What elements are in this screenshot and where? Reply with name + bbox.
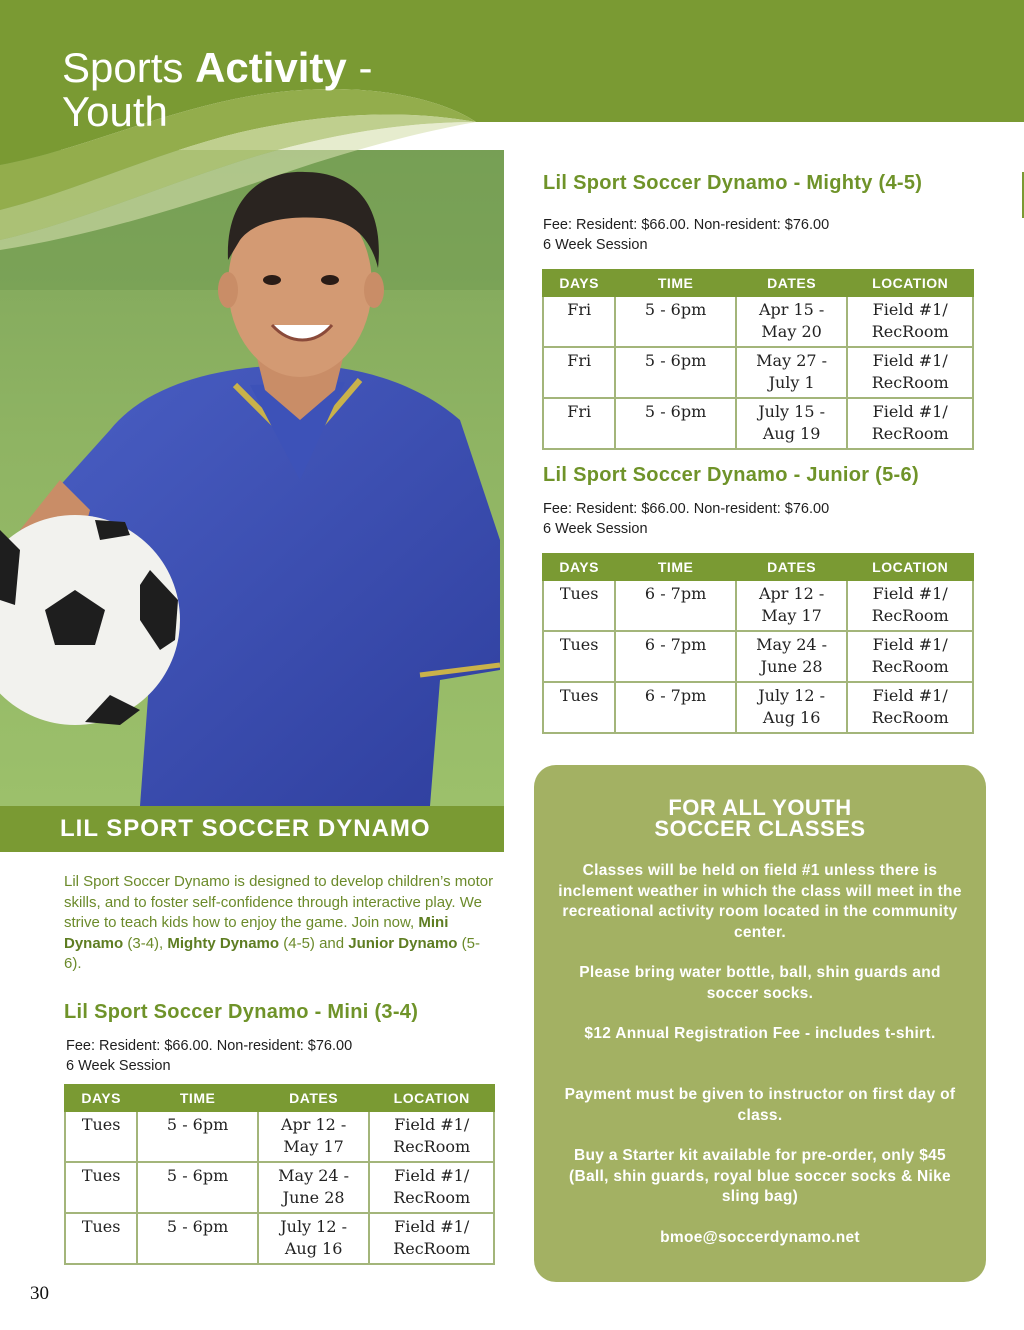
table-row: Tues 6 - 7pm July 12 - Aug 16 Field #1/ RecRoom xyxy=(543,682,973,733)
table-row: Tues 6 - 7pm May 24 - June 28 Field #1/ RecRoom xyxy=(543,631,973,682)
table-header-row xyxy=(543,554,973,580)
table-row: Fri 5 - 6pm July 15 - Aug 19 Field #1/ RecRoom xyxy=(543,398,973,449)
junior-title: Lil Sport Soccer Dynamo - Junior (5-6) xyxy=(543,464,919,486)
col-dates: DATES xyxy=(736,270,848,296)
col-days: DAYS xyxy=(543,270,615,296)
col-dates: DATES xyxy=(258,1085,370,1111)
junior-schedule-table xyxy=(542,553,974,734)
mini-title: Lil Sport Soccer Dynamo - Mini (3-4) xyxy=(64,1001,419,1023)
table-header-row xyxy=(543,270,973,296)
info-location-note: Classes will be held on field #1 unless there is inclement weather in which the class will meet in the recreational activity room located in the community center. xyxy=(558,862,962,941)
mighty-title: Lil Sport Soccer Dynamo - Mighty (4-5) xyxy=(543,172,923,194)
info-heading: FOR ALL YOUTH SOCCER CLASSES xyxy=(654,795,866,841)
info-bring-note: Please bring water bottle, ball, shin guards and soccer socks. xyxy=(579,964,941,1002)
info-email-link[interactable]: bmoe@soccerdynamo.net xyxy=(660,1229,860,1246)
col-days: DAYS xyxy=(543,554,615,580)
mighty-fee: Fee: Resident: $66.00. Non-resident: $76.00 6 Week Session xyxy=(543,217,830,253)
page-title: Sports Activity - Youth xyxy=(62,44,373,135)
col-location: LOCATION xyxy=(369,1085,494,1111)
info-box xyxy=(534,765,986,1282)
mighty-schedule-table xyxy=(542,269,974,450)
col-location: LOCATION xyxy=(847,270,973,296)
table-row: Fri 5 - 6pm May 27 - July 1 Field #1/ RecRoom xyxy=(543,347,973,398)
program-intro: Lil Sport Soccer Dynamo is designed to develop children’s motor skills, and to foster self-confidence through interactive play. We strive to teach kids how to enjoy the game. Join now, Mini Dynamo (3-4), Mighty Dynamo (4-5) and Junior Dynamo (5-6). xyxy=(64,873,494,972)
table-row: Tues 6 - 7pm Apr 12 - May 17 Field #1/ RecRoom xyxy=(543,580,973,631)
col-dates: DATES xyxy=(736,554,848,580)
col-time: TIME xyxy=(615,270,736,296)
col-location: LOCATION xyxy=(847,554,973,580)
program-banner: LIL SPORT SOCCER DYNAMO xyxy=(0,806,504,852)
mini-schedule-table xyxy=(64,1084,495,1265)
info-payment-note: Payment must be given to instructor on first day of class. xyxy=(564,1086,956,1124)
col-time: TIME xyxy=(615,554,736,580)
page-header xyxy=(0,0,1024,260)
page-number: 30 xyxy=(30,1283,49,1304)
table-row: Tues 5 - 6pm May 24 - June 28 Field #1/ RecRoom xyxy=(65,1162,494,1213)
table-row: Fri 5 - 6pm Apr 15 - May 20 Field #1/ RecRoom xyxy=(543,296,973,347)
info-starter-kit: Buy a Starter kit available for pre-order, only $45 (Ball, shin guards, royal blue soccer socks & Nike sling bag) xyxy=(569,1147,951,1205)
table-row: Tues 5 - 6pm Apr 12 - May 17 Field #1/ RecRoom xyxy=(65,1111,494,1162)
col-days: DAYS xyxy=(65,1085,137,1111)
table-header-row xyxy=(65,1085,494,1111)
mini-fee: Fee: Resident: $66.00. Non-resident: $76.00 6 Week Session xyxy=(66,1038,353,1074)
junior-fee: Fee: Resident: $66.00. Non-resident: $76.00 6 Week Session xyxy=(543,501,830,537)
table-row: Tues 5 - 6pm July 12 - Aug 16 Field #1/ RecRoom xyxy=(65,1213,494,1264)
info-registration-fee: $12 Annual Registration Fee - includes t-shirt. xyxy=(584,1025,936,1042)
col-time: TIME xyxy=(137,1085,258,1111)
